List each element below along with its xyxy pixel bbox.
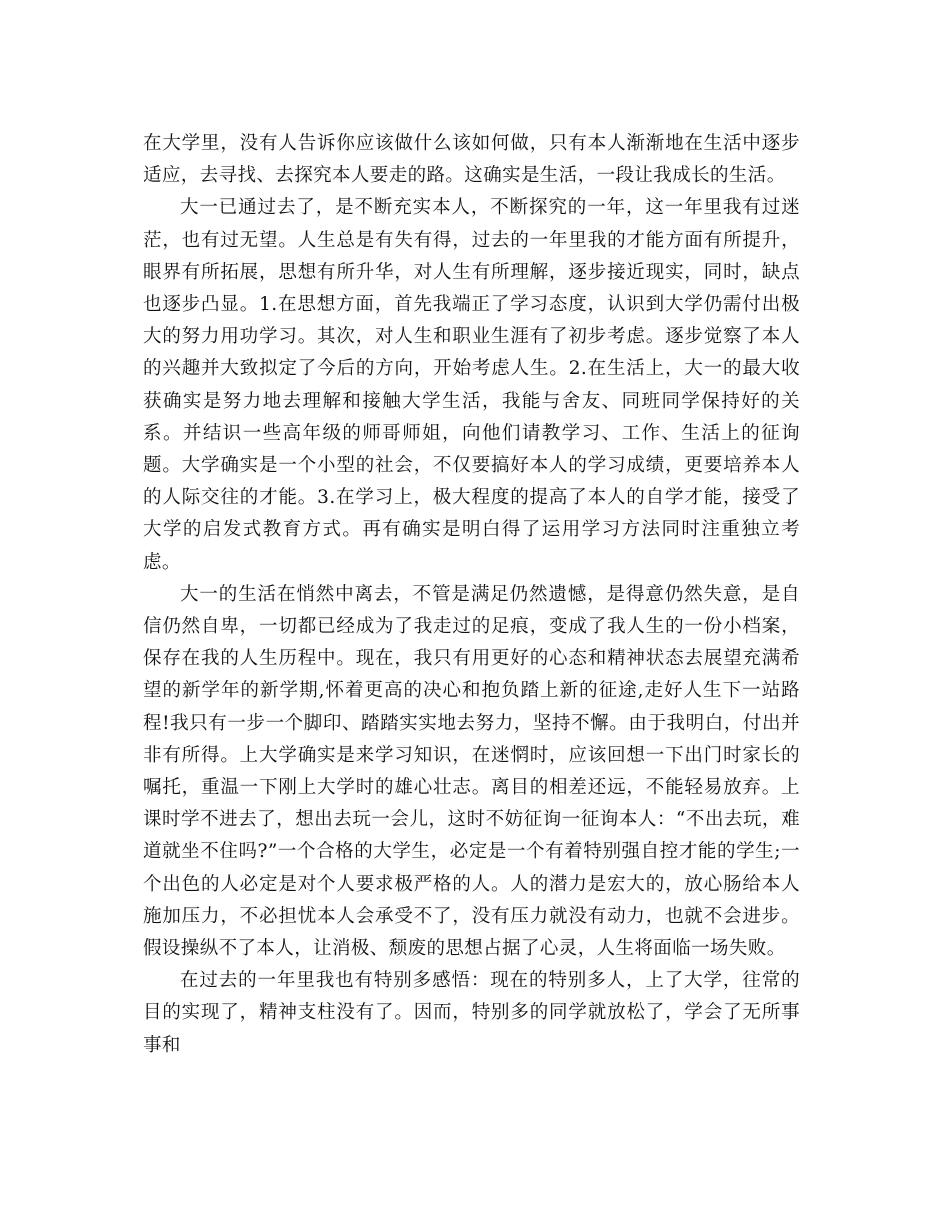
document-page <box>143 128 800 1062</box>
paragraph-1: 在大学里，没有人告诉你应该做什么该如何做，只有本人渐渐地在生活中逐步适应，去寻找、去探究本人要走的路。这确实是生活，一段让我成长的生活。 <box>143 133 800 187</box>
paragraph-2: 大一已通过去了，是不断充实本人，不断探究的一年，这一年里我有过迷茫，也有过无望。人生总是有失有得，过去的一年里我的才能方面有所提升，眼界有所拓展，思想有所升华，对人生有所理解，逐步接近现实，同时，缺点也逐步凸显。1.在思想方面，首先我端正了学习态度，认识到大学仍需付出极大的努力用功学习。其次，对人生和职业生涯有了初步考虑。逐步觉察了本人的兴趣并大致拟定了今后的方向，开始考虑人生。2.在生活上，大一的最大收获确实是努力地去理解和接触大学生活，我能与舍友、同班同学保持好的关系。并结识一些高年级的师哥师姐，向他们请教学习、工作、生活上的征询题。大学确实是一个小型的社会，不仅要搞好本人的学习成绩，更要培养本人的人际交往的才能。3.在学习上，极大程度的提高了本人的自学才能，接受了大学的启发式教育方式。再有确实是明白得了运用学习方法同时注重独立考虑。 <box>143 197 800 573</box>
paragraph-3: 大一的生活在悄然中离去，不管是满足仍然遗憾，是得意仍然失意，是自信仍然自卑，一切都已经成为了我走过的足痕，变成了我人生的一份小档案，保存在我的人生历程中。现在，我只有用更好的心态和精神状态去展望充满希望的新学年的新学期,怀着更高的决心和抱负踏上新的征途,走好人生下一站路程!我只有一步一个脚印、踏踏实实地去努力，坚持不懈。由于我明白，付出并非有所得。上大学确实是来学习知识，在迷惘时，应该回想一下出门时家长的嘱托，重温一下刚上大学时的雄心壮志。离目的相差还远，不能轻易放弃。上课时学不进去了，想出去玩一会儿，这时不妨征询一征询本人：“不出去玩，难道就坐不住吗?”一个合格的大学生，必定是一个有着特别强自控才能的学生;一个出色的人必定是对个人要求极严格的人。人的潜力是宏大的，放心肠给本人施加压力，不必担忧本人会承受不了，没有压力就没有动力，也就不会进步。假设操纵不了本人，让消极、颓废的思想占据了心灵，人生将面临一场失败。 <box>143 583 800 960</box>
paragraph-4: 在过去的一年里我也有特别多感悟：现在的特别多人，上了大学，往常的目的实现了，精神支柱没有了。因而，特别多的同学就放松了，学会了无所事事和 <box>143 970 800 1056</box>
